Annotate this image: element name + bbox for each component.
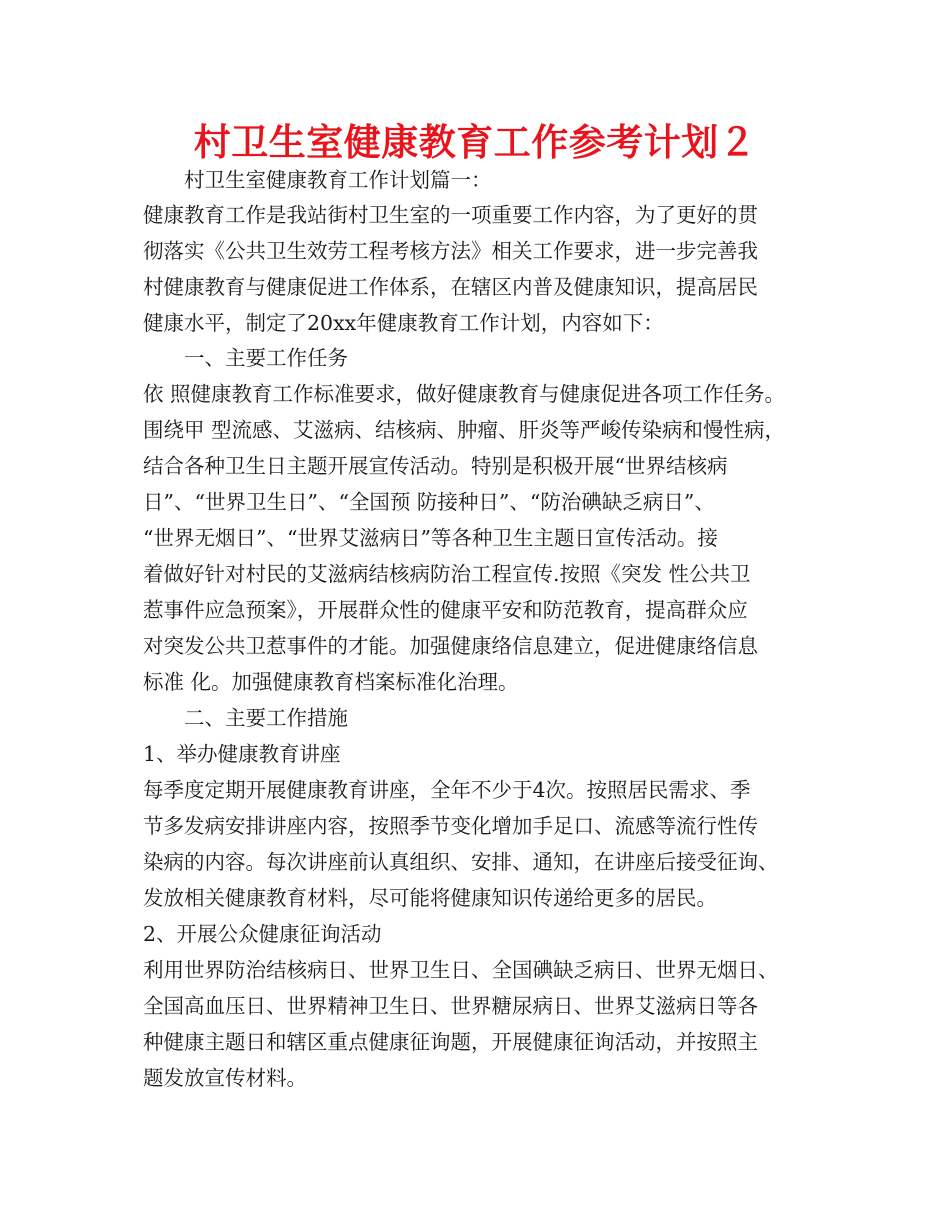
- paragraph-line: 依 照健康教育工作标准要求，做好健康教育与健康促进各项工作任务。: [143, 382, 786, 406]
- paragraph-line: 围绕甲 型流感、艾滋病、结核病、肿瘤、肝炎等严峻传染病和慢性病，: [143, 418, 786, 442]
- document-title: 村卫生室健康教育工作参考计划２: [193, 121, 757, 164]
- paragraph-line: 标准 化。加强健康教育档案标准化治理。: [143, 670, 519, 694]
- paragraph-line: 利用世界防治结核病日、世界卫生日、全国碘缺乏病日、世界无烟日、: [143, 958, 779, 982]
- paragraph-line: 节多发病安排讲座内容，按照季节变化增加手足口、流感等流行性传: [143, 814, 758, 838]
- section-heading-intro: 村卫生室健康教育工作计划篇一：: [184, 168, 492, 192]
- section-heading-measures: 二、主要工作措施: [184, 706, 348, 730]
- paragraph-line: 题发放宣传材料。: [143, 1066, 307, 1090]
- paragraph-line: “世界无烟日”、“世界艾滋病日”等各种卫生主题日宣传活动。接: [143, 526, 718, 550]
- paragraph-line: 发放相关健康教育材料，尽可能将健康知识传递给更多的居民。: [143, 886, 717, 910]
- section-heading-tasks: 一、主要工作任务: [184, 346, 348, 370]
- paragraph-line: 每季度定期开展健康教育讲座，全年不少于4次。按照居民需求、季: [143, 778, 751, 802]
- subsection-heading-consultation: 2、开展公众健康征询活动: [143, 922, 382, 946]
- paragraph-line: 结合各种卫生日主题开展宣传活动。特别是积极开展“世界结核病: [143, 454, 728, 478]
- paragraph-line: 种健康主题日和辖区重点健康征询题，开展健康征询活动，并按照主: [143, 1030, 758, 1054]
- paragraph-line: 日”、“世界卫生日”、“全国预 防接种日”、“防治碘缺乏病日”、: [143, 490, 715, 514]
- paragraph-line: 健康教育工作是我站街村卫生室的一项重要工作内容，为了更好的贯: [143, 203, 758, 227]
- subsection-heading-lectures: 1、举办健康教育讲座: [143, 742, 341, 766]
- paragraph-line: 健康水平，制定了20xx年健康教育工作计划，内容如下：: [143, 311, 664, 335]
- paragraph-line: 惹事件应急预案》，开展群众性的健康平安和防范教育，提高群众应: [143, 598, 748, 622]
- paragraph-line: 村健康教育与健康促进工作体系，在辖区内普及健康知识，提高居民: [143, 275, 758, 299]
- paragraph-line: 着做好针对村民的艾滋病结核病防治工程宣传.按照《突发 性公共卫: [143, 562, 751, 586]
- paragraph-line: 染病的内容。每次讲座前认真组织、安排、通知，在讲座后接受征询、: [143, 850, 779, 874]
- paragraph-line: 彻落实《公共卫生效劳工程考核方法》相关工作要求，进一步完善我: [143, 239, 758, 263]
- paragraph-line: 对突发公共卫惹事件的才能。加强健康络信息建立，促进健康络信息: [143, 634, 758, 658]
- paragraph-line: 全国高血压日、世界精神卫生日、世界糖尿病日、世界艾滋病日等各: [143, 994, 758, 1018]
